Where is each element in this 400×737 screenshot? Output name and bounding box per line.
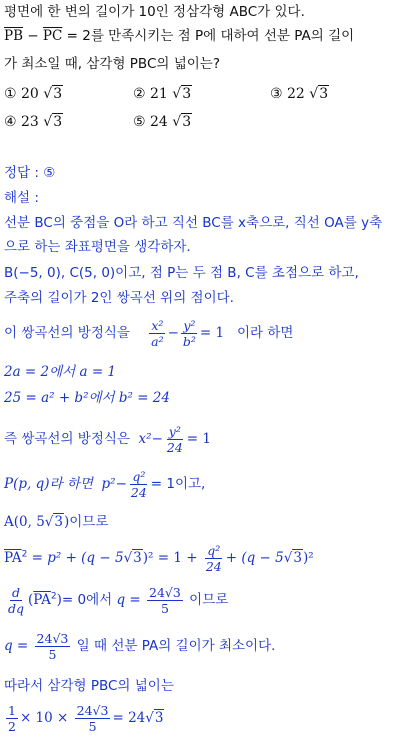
solution-line-1b: 으로 하는 좌표평면을 생각하자. (4, 239, 191, 255)
answer-label: 정답 : ⑤ (4, 165, 56, 181)
solution-line-10: $\frac{d}{dq}$ $(\overline{PA}^2)= 0$에서 q = $\frac{24√3}{5}$ 이므로 (8, 584, 229, 616)
solution-line-3: 이 쌍곡선의 방정식을 $\frac{\text{x²}}{\text{a²}}$ − $\frac{\text{y²}}{\text{b²}}$ = 1 이라 하면 (4, 317, 294, 349)
segment-pb: $\overline{PB}$ (4, 28, 24, 44)
choice-2[interactable]: ② 21 √3 (133, 86, 192, 102)
solution-line-8: A(0, 5√3)이므로 (4, 514, 109, 530)
problem-line-2: $\overline{PB} - \overline{PC} = 2$를 만족시키는 점 P에 대하여 선분 PA의 길이 (4, 28, 355, 44)
solution-line-2b: 주축의 길이가 2인 쌍곡선 위의 점이다. (4, 290, 234, 306)
choice-4[interactable]: ④ 23 √3 (4, 114, 63, 130)
choice-5[interactable]: ⑤ 24 √3 (133, 114, 192, 130)
problem-line-2-rest: = 2를 만족시키는 점 P에 대하여 선분 PA의 길이 (66, 28, 355, 44)
problem-line-3: 가 최소일 때, 삼각형 PBC의 넓이는? (4, 56, 220, 72)
solution-line-1a: 선분 BC의 중점을 O라 하고 직선 BC를 x축으로, 직선 OA를 y축 (4, 215, 383, 231)
solution-line-11: q = $\frac{24√3}{5}$ 일 때 선분 PA의 길이가 최소이다. (4, 630, 276, 662)
solution-line-9: $\overline{PA}^2 = p^2 + (q - 5√3)^2 = 1$ + $\frac{\text{q²}}{24}$ + (q − 5√3)² (4, 542, 314, 574)
solution-heading: 해설 : (4, 190, 39, 206)
solution-line-6: 즉 쌍곡선의 방정식은 x²− $\frac{\text{y²}}{24}$ = 1 (4, 423, 211, 455)
solution-line-5: 25 = a² + b²에서 b² = 24 (4, 390, 170, 406)
solution-line-2a: B(−5, 0), C(5, 0)이고, 점 P는 두 점 B, C를 초점으로 하고, (4, 265, 359, 281)
segment-pc: $\overline{PC}$ (42, 28, 63, 44)
choice-3[interactable]: ③ 22 √3 (270, 86, 329, 102)
problem-line-1: 평면에 한 변의 길이가 10인 정삼각형 ABC가 있다. (4, 4, 305, 20)
solution-line-4: 2a = 2에서 a = 1 (4, 364, 117, 380)
solution-line-12: 따라서 삼각형 PBC의 넓이는 (4, 678, 174, 694)
solution-line-13: $\frac{1}{2}$ × 10 × $\frac{24√3}{5}$ = 24√3 (8, 702, 164, 734)
choice-1[interactable]: ① 20 √3 (4, 86, 63, 102)
solution-line-7: P(p, q)라 하면 p²− $\frac{\text{q²}}{24}$ = 1이고, (4, 468, 206, 500)
